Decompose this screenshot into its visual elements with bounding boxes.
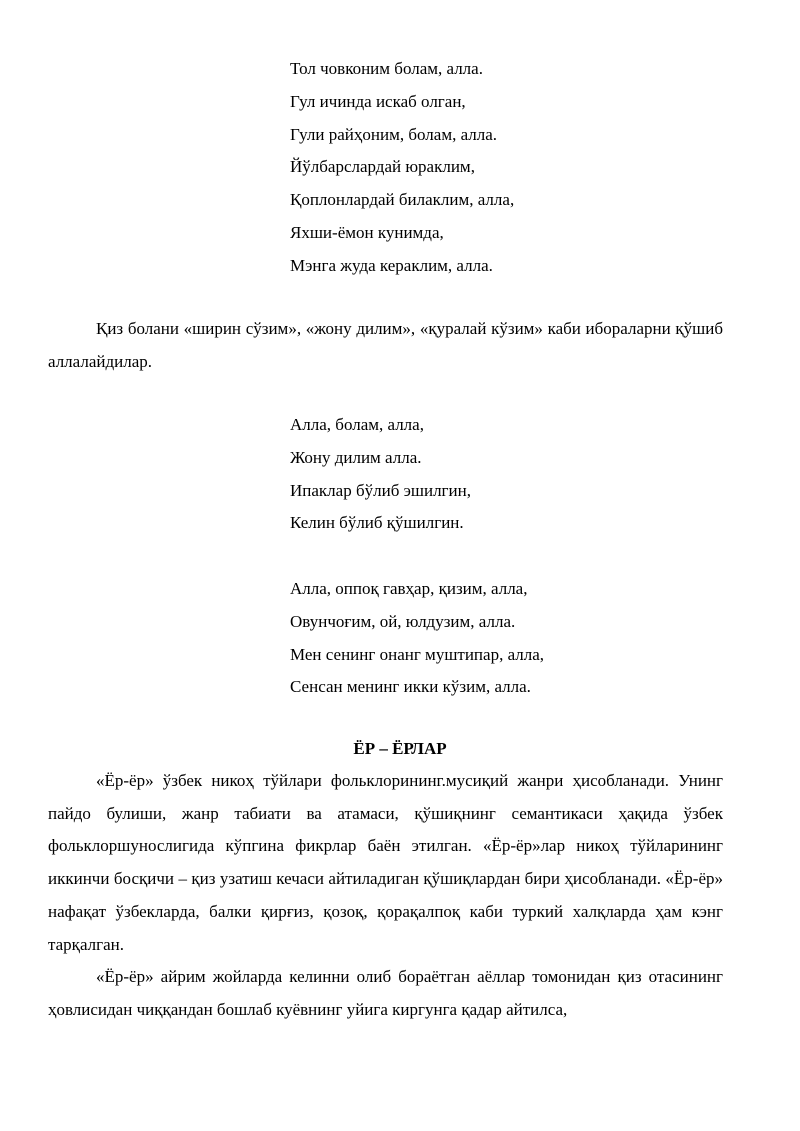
- poem-line: Мен сенинг онанг муштипар, алла,: [290, 644, 545, 664]
- poem-line: Алла, болам, алла,: [290, 415, 424, 434]
- paragraph-yor-yor-intro: «Ёр-ёр» ўзбек никоҳ тўйлари фольклорининг.мусиқий жанри ҳисобланади. Унинг пайдо булиши, жанр табиати ва атамаси, қўшиқнинг семантикаси ҳақида ўзбек фольклоршунослигида кўпгина фикрлар баён этилган. «Ёр-ёр»лар никоҳ тўйларининг иккинчи босқичи – қиз узатиш кечаси айтиладиган қўшиқлардан бири ҳисобланади. «Ёр-ёр» нафақат ўзбекларда, балки қирғиз, қозоқ, қорақалпоқ каби туркий халқларда ҳам кэнг тарқалган.: [48, 771, 723, 954]
- poem-line: Гул ичинда искаб олган,: [290, 91, 466, 111]
- poem-line: Тол човконим болам, алла.: [290, 59, 483, 78]
- poem-line: Гули райҳоним, болам, алла.: [290, 124, 498, 144]
- poem-line: Жону дилим алла.: [290, 447, 422, 467]
- poem-line: Сенсан менинг икки кўзим, алла.: [290, 677, 531, 697]
- poem-line: Ипаклар бўлиб эшилгин,: [290, 480, 471, 500]
- poem-line: Овунчоғим, ой, юлдузим, алла.: [290, 611, 516, 631]
- poem-stanza-3: [290, 573, 544, 704]
- paragraph-yor-yor-continued: «Ёр-ёр» айрим жойларда келинни олиб бораётган аёллар томонидан қиз отасининг ҳовлисидан чиққандан бошлаб куёвнинг уйига киргунга қадар айтилса,: [48, 967, 723, 1019]
- poem-line: Алла, оппоқ гавҳар, қизим, алла,: [290, 579, 528, 598]
- poem-line: Мэнга жуда кераклим, алла.: [290, 255, 493, 275]
- poem-line: Келин бўлиб қўшилгин.: [290, 513, 464, 533]
- section-heading: ЁР – ЁРЛАР: [353, 739, 447, 758]
- poem-stanza-2: [290, 409, 471, 540]
- poem-line: Қоплонлардай билаклим, алла,: [290, 190, 515, 210]
- paragraph-intro: Қиз болани «ширин сўзим», «жону дилим», «қуралай кўзим» каби ибораларни қўшиб аллалайдилар.: [48, 319, 723, 371]
- poem-line: Йўлбарслардай юраклим,: [290, 157, 475, 177]
- poem-line: Яхши-ёмон кунимда,: [290, 222, 444, 242]
- poem-stanza-1: [290, 53, 514, 283]
